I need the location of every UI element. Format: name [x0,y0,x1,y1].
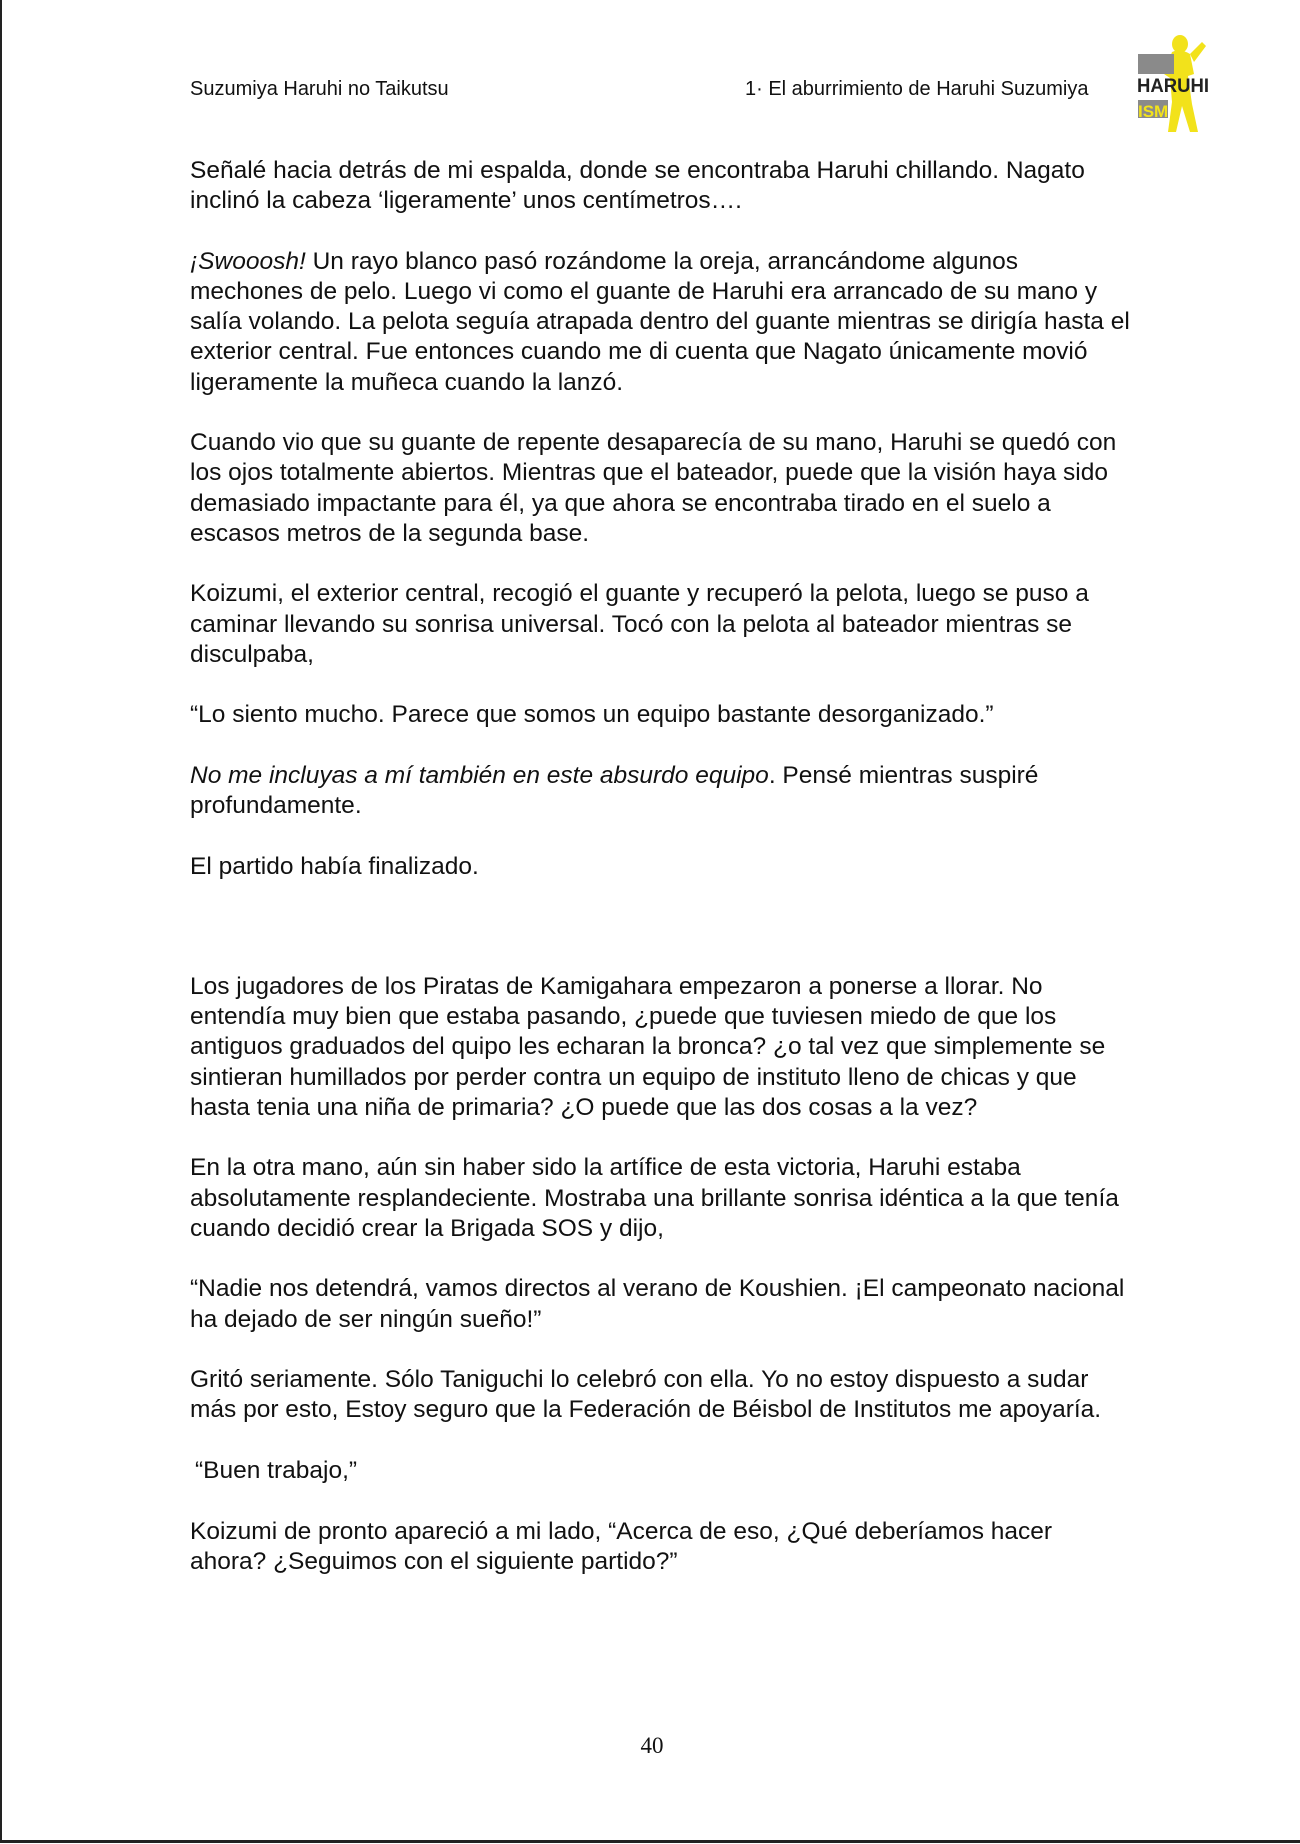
paragraph-2: ¡Swooosh! Un rayo blanco pasó rozándome la oreja, arrancándome algunos mechones de pelo. Luego vi como el guante de Haruhi era arrancado de su mano y salía volando. La pelota seguía atrapada dentro del guante mientras se dirigía hasta el exterior central. Fue entonces cuando me di cuenta que Nagato únicamente movió ligeramente la muñeca cuando la lanzó. [190,247,1130,396]
header-chapter-title: 1· El aburrimiento de Haruhi Suzumiya [745,78,1089,100]
paragraph-8: Los jugadores de los Piratas de Kamigahara empezaron a ponerse a llorar. No entendía muy bien que estaba pasando, ¿puede que tuviesen miedo de que los antiguos graduados del quipo les echaran la bronca? ¿o tal vez que simplemente se sintieran humillados por perder contra un equipo de instituto lleno de chicas y que hasta tenia una niña de primaria? ¿O puede que las dos cosas a la vez? [190,973,1106,1121]
body-text [190,156,1130,1607]
paragraph-13: Koizumi de pronto apareció a mi lado, “Acerca de eso, ¿Qué deberíamos hacer ahora? ¿Seguimos con el siguiente partido?” [190,1517,1053,1575]
paragraph-1: Señalé hacia detrás de mi espalda, donde se encontraba Haruhi chillando. Nagato inclinó la cabeza ‘ligeramente’ unos centímetros…. [190,157,1085,215]
paragraph-12: “Buen trabajo,” [195,1457,358,1484]
paragraph-9: En la otra mano, aún sin haber sido la artífice de esta victoria, Haruhi estaba absolutamente resplandeciente. Mostraba una brillante sonrisa idéntica a la que tenía cuando decidió crear la Brigada SOS y dijo, [190,1154,1119,1242]
paragraph-5: “Lo siento mucho. Parece que somos un equipo bastante desorganizado.” [190,701,994,729]
paragraph-6: No me incluyas a mí también en este absurdo equipo. Pensé mientras suspiré profundamente. [190,762,1039,820]
header-book-title: Suzumiya Haruhi no Taikutsu [190,78,449,100]
logo-text-bottom: ISM [1138,102,1169,121]
paragraph-10: “Nadie nos detendrá, vamos directos al verano de Koushien. ¡El campeonato nacional ha dejado de ser ningún sueño!” [190,1275,1125,1333]
paragraph-3: Cuando vio que su guante de repente desaparecía de su mano, Haruhi se quedó con los ojos totalmente abiertos. Mientras que el bateador, puede que la visión haya sido demasiado impactante para él, ya que ahora se encontraba tirado en el suelo a escasos metros de la segunda base. [190,429,1117,547]
logo-text-top: HARUHI [1137,76,1209,97]
logo-grey-block [1138,54,1174,74]
paragraph-11: Gritó seriamente. Sólo Taniguchi lo celebró con ella. Yo no estoy dispuesto a sudar más por esto, Estoy seguro que la Federación de Béisbol de Institutos me apoyaría. [190,1366,1102,1424]
haruhi-ism-logo [1136,34,1210,134]
paragraph-7: El partido había finalizado. [190,852,479,880]
paragraph-4: Koizumi, el exterior central, recogió el guante y recuperó la pelota, luego se puso a caminar llevando su sonrisa universal. Tocó con la pelota al bateador mientras se disculpaba, [190,580,1089,668]
page-number: 40 [640,1733,664,1758]
